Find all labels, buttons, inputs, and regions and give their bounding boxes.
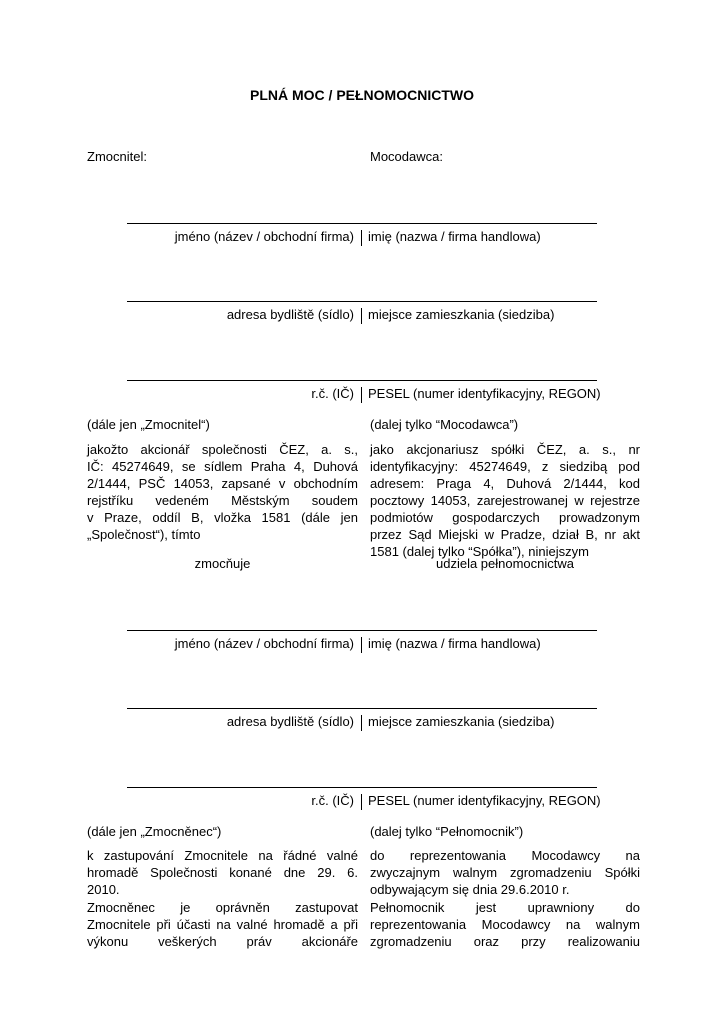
paragraph-line: identyfikacyjny: 45274649, z siedzibą pod [370, 459, 640, 474]
paragraph-line: v Praze, oddíl B, vložka 1581 (dále jen [87, 510, 358, 525]
address-caption-pl: miejsce zamieszkania (siedziba) [368, 714, 555, 729]
paragraph-line: podmiotów gospodarczych prowadzonym [370, 510, 640, 525]
principal-label-pl: Mocodawca: [370, 149, 443, 164]
name-caption-cz: jméno (název / obchodní firma) [174, 229, 354, 244]
principal-alias-pl: (dalej tylko “Mocodawca”) [370, 417, 519, 432]
paragraph-line: 2010. [87, 882, 120, 897]
address-caption-pl: miejsce zamieszkania (siedziba) [368, 307, 555, 322]
agent-alias-pl: (dalej tylko “Pełnomocnik”) [370, 824, 524, 839]
paragraph-line: „Společnost“), tímto [87, 527, 201, 542]
agent-address-caption [87, 714, 639, 732]
document-title: PLNÁ MOC / PEŁNOMOCNICTWO [250, 87, 474, 103]
id-caption-cz: r.č. (IČ) [311, 793, 354, 808]
paragraph-line: odbywającym się dnia 29.6.2010 r. [370, 882, 570, 897]
paragraph-line: pocztowy 14053, zarejestrowanej w rejestrze [370, 493, 640, 508]
principal-address-line [127, 301, 597, 302]
paragraph-line: adresem: Praga 4, Duhová 2/1444, kod [370, 476, 640, 491]
principal-label-cz: Zmocnitel: [87, 149, 147, 164]
representation-paragraph-pl [370, 847, 640, 898]
grants-heading-cz: zmocňuje [194, 556, 251, 571]
id-caption-pl: PESEL (numer identyfikacyjny, REGON) [368, 386, 601, 401]
address-caption-cz: adresa bydliště (sídlo) [226, 714, 354, 729]
principal-name-caption [87, 229, 639, 247]
paragraph-line: jakožto akcionář společnosti ČEZ, a. s., [87, 442, 358, 457]
authorization-paragraph-pl [370, 899, 640, 950]
paragraph-line: reprezentowania Mocodawcy na walnym [370, 917, 640, 932]
principal-name-line [127, 223, 597, 224]
paragraph-line: hromadě Společnosti konané dne 29. 6. [87, 865, 358, 880]
agent-name-caption [87, 636, 639, 654]
paragraph-line: k zastupování Zmocnitele na řádné valné [87, 848, 358, 863]
id-caption-pl: PESEL (numer identyfikacyjny, REGON) [368, 793, 601, 808]
caption-separator [361, 715, 362, 731]
agent-alias-cz: (dále jen „Zmocněnec“) [87, 824, 222, 839]
caption-separator [361, 387, 362, 403]
representation-paragraph-cz [87, 847, 358, 898]
paragraph-line: Zmocněnec je oprávněn zastupovat [87, 900, 358, 915]
shareholder-paragraph-cz [87, 441, 358, 543]
principal-id-caption [87, 386, 639, 404]
caption-separator [361, 637, 362, 653]
grants-heading-pl: udziela pełnomocnictwa [435, 556, 575, 571]
id-caption-cz: r.č. (IČ) [311, 386, 354, 401]
principal-address-caption [87, 307, 639, 325]
agent-address-line [127, 708, 597, 709]
paragraph-line: IČ: 45274649, se sídlem Praha 4, Duhová [87, 459, 358, 474]
paragraph-line: výkonu veškerých práv akcionáře [87, 934, 358, 949]
principal-alias-cz: (dále jen „Zmocnitel“) [87, 417, 210, 432]
address-caption-cz: adresa bydliště (sídlo) [226, 307, 354, 322]
paragraph-line: rejstříku vedeném Městským soudem [87, 493, 358, 508]
paragraph-line: jako akcjonariusz spółki ČEZ, a. s., nr [370, 442, 640, 457]
name-caption-pl: imię (nazwa / firma handlowa) [368, 229, 541, 244]
caption-separator [361, 794, 362, 810]
authorization-paragraph-cz [87, 899, 358, 950]
paragraph-line: przez Sąd Miejski w Pradze, dział B, nr akt [370, 527, 640, 542]
paragraph-line: 2/1444, PSČ 14053, zapsané v obchodním [87, 476, 358, 491]
principal-id-line [127, 380, 597, 381]
paragraph-line: 1581 (dalej tylko “Spółka”), niniejszym [370, 544, 589, 559]
paragraph-line: Zmocnitele při účasti na valné hromadě a při [87, 917, 358, 932]
paragraph-line: zwyczajnym walnym zgromadzeniu Spółki [370, 865, 640, 880]
agent-id-caption [87, 793, 639, 811]
caption-separator [361, 308, 362, 324]
name-caption-pl: imię (nazwa / firma handlowa) [368, 636, 541, 651]
paragraph-line: do reprezentowania Mocodawcy na [370, 848, 640, 863]
name-caption-cz: jméno (název / obchodní firma) [174, 636, 354, 651]
paragraph-line: zgromadzeniu oraz przy realizowaniu [370, 934, 640, 949]
caption-separator [361, 230, 362, 246]
agent-id-line [127, 787, 597, 788]
agent-name-line [127, 630, 597, 631]
shareholder-paragraph-pl [370, 441, 640, 560]
paragraph-line: Pełnomocnik jest uprawniony do [370, 900, 640, 915]
